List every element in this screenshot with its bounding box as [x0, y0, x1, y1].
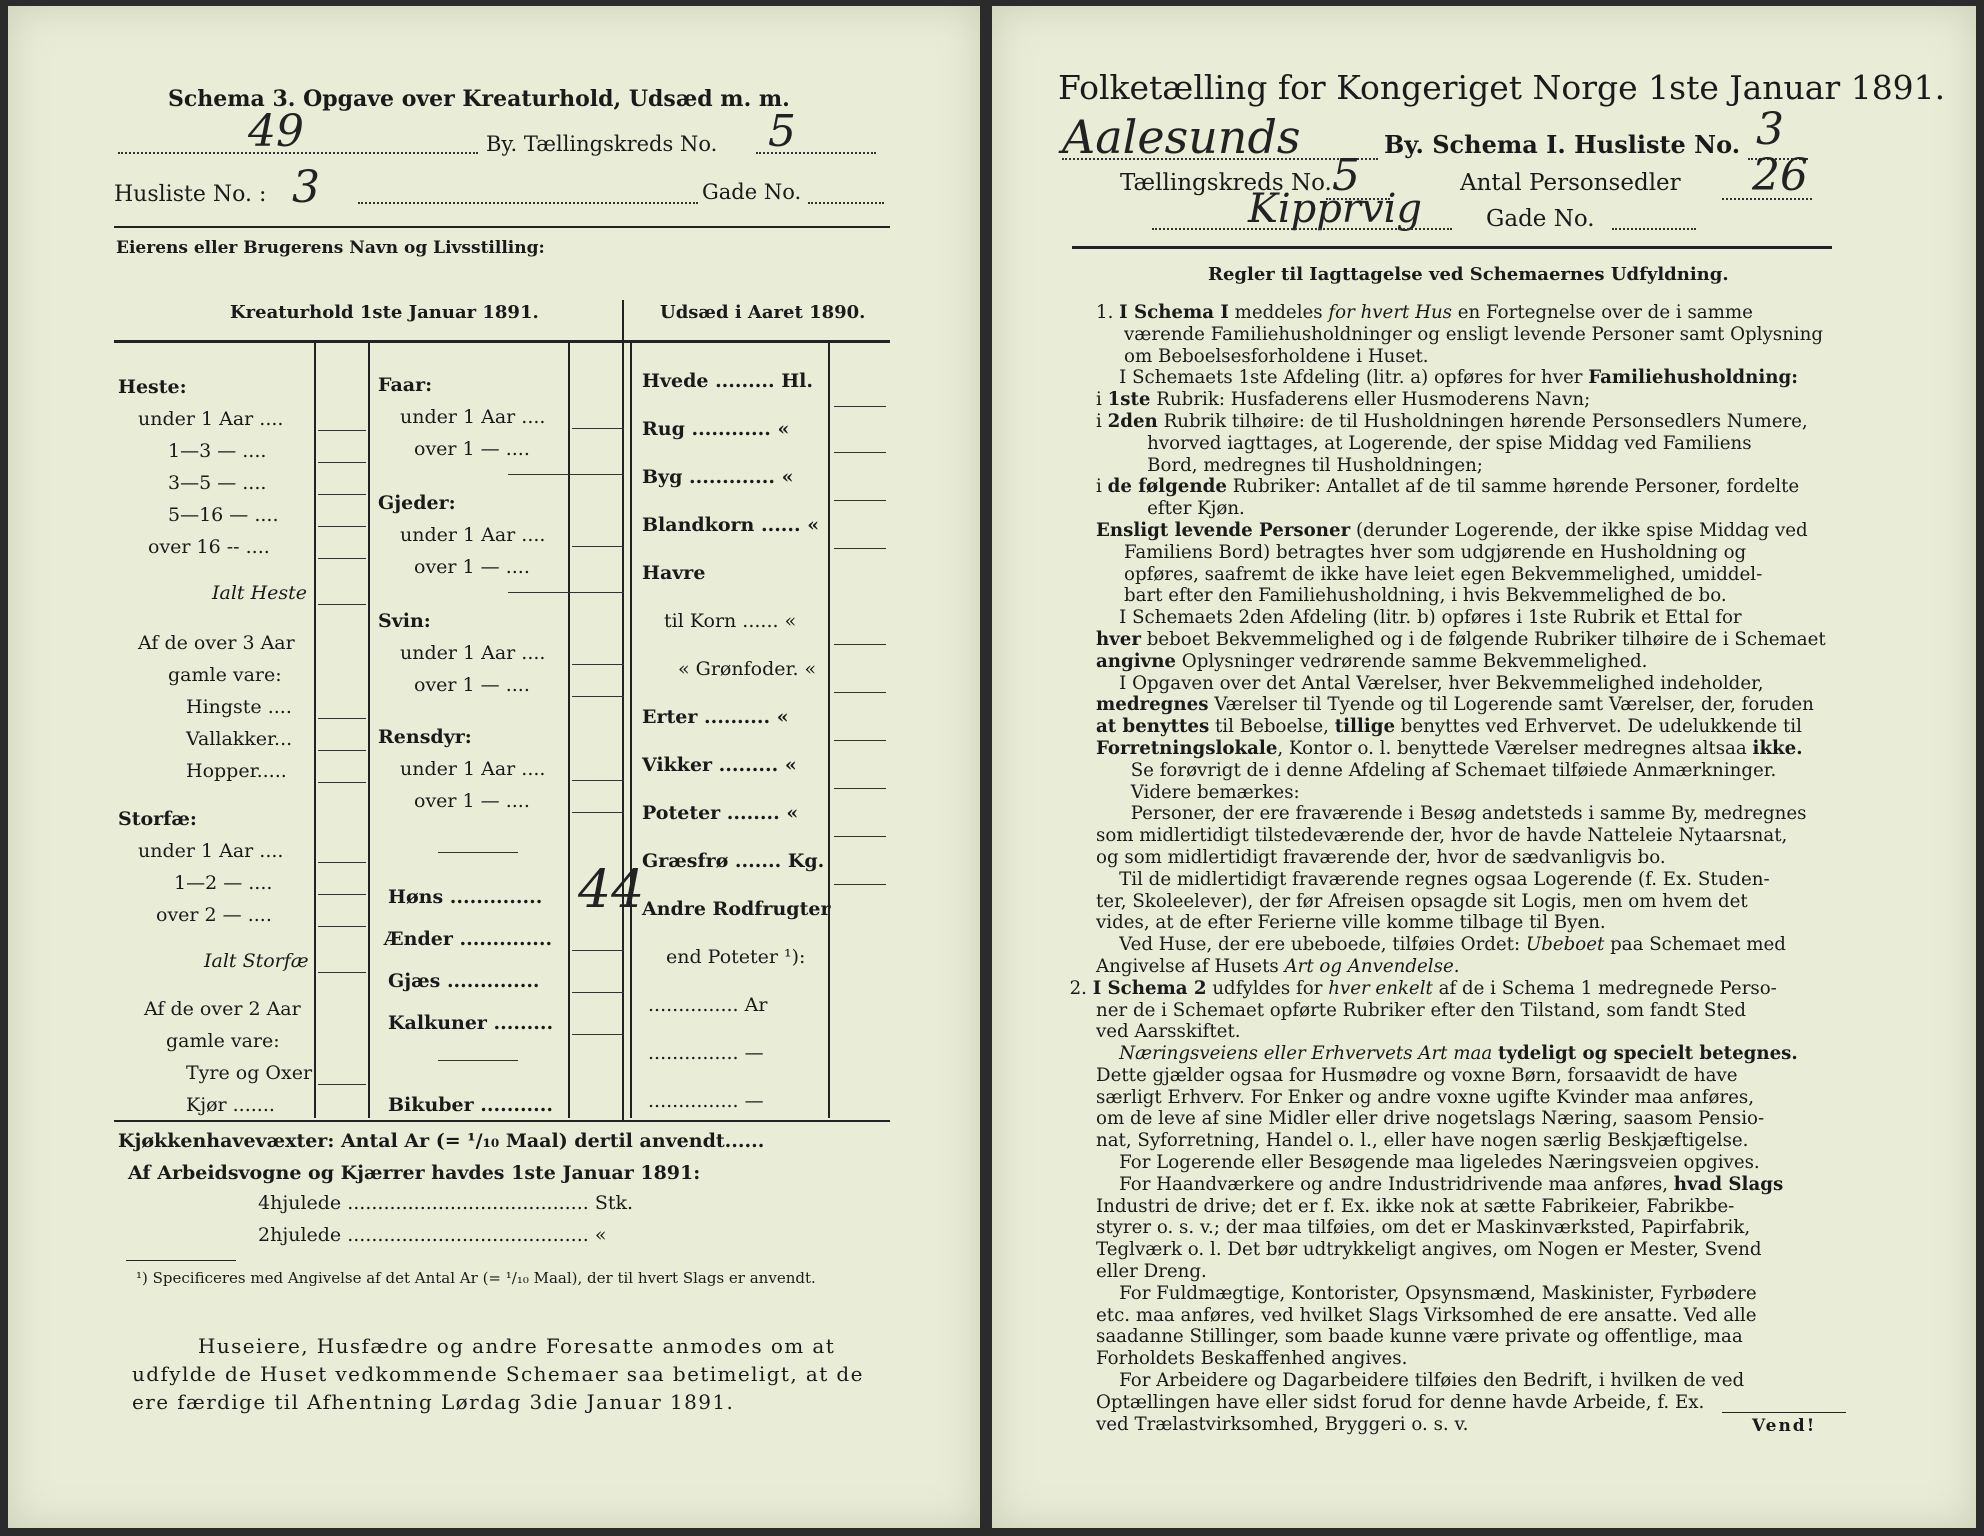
udsaed-row: Vikker ......... «: [642, 754, 797, 776]
udsaed-row: Hvede ......... Hl.: [642, 370, 813, 392]
gjaes-row: Gjæs ..............: [388, 970, 540, 992]
col1-header: Kreaturhold 1ste Januar 1891.: [230, 302, 539, 323]
heste-row: over 16 -- ....: [148, 536, 270, 558]
footnote: ¹) Specificeres med Angivelse af det Antal Ar (= ¹/₁₀ Maal), der til hvert Slags er anvendt.: [136, 1269, 816, 1287]
bikuber-row: Bikuber ...........: [388, 1094, 554, 1116]
udsaed-row: ............... Ar: [648, 994, 768, 1016]
col2-header: Udsæd i Aaret 1890.: [660, 302, 866, 323]
by-handwritten: 49: [248, 106, 304, 157]
heste-row: Af de over 3 Aar: [138, 632, 295, 654]
svin-row: over 1 — ....: [414, 674, 530, 696]
hons-row: Høns ..............: [388, 886, 543, 908]
kjokken-line: Kjøkkenhavevæxter: Antal Ar (= ¹/₁₀ Maal) dertil anvendt......: [118, 1130, 765, 1152]
right-page: [992, 6, 1976, 1528]
ialt-heste: Ialt Heste: [212, 582, 308, 604]
udsaed-row: Poteter ........ «: [642, 802, 799, 824]
city-handwritten: Aalesunds: [1062, 110, 1301, 164]
antal-handwritten: 26: [1752, 150, 1808, 201]
hons-handwritten: 44: [578, 860, 645, 920]
svin-header: Svin:: [378, 610, 431, 632]
heste-row: 5—16 — ....: [168, 504, 279, 526]
heste-row: Vallakker...: [186, 728, 293, 750]
udsaed-row: Byg ............. «: [642, 466, 794, 488]
storfae-row: over 2 — ....: [156, 904, 272, 926]
aender-row: Ænder ..............: [384, 928, 553, 950]
antal-label: Antal Personsedler: [1460, 170, 1681, 196]
faar-header: Faar:: [378, 374, 433, 396]
closing-line-3: ere færdige til Afhentning Lørdag 3die Januar 1891.: [132, 1390, 735, 1414]
storfae-row: Tyre og Oxer: [186, 1062, 313, 1084]
vend-label: Vend!: [1752, 1416, 1817, 1436]
census-title: Folketælling for Kongeriget Norge 1ste Januar 1891.: [1058, 68, 1946, 107]
regler-title: Regler til Iagttagelse ved Schemaernes Udfyldning.: [1208, 264, 1729, 285]
street-handwritten: Kipprvig: [1248, 186, 1423, 232]
hjul4-line: 4hjulede ........................................ Stk.: [258, 1192, 634, 1214]
husliste-handwritten: 3: [292, 162, 320, 213]
rensdyr-header: Rensdyr:: [378, 726, 472, 748]
rules-text: 1. I Schema I meddeles for hvert Hus en Fortegnelse over de i samme værende Familiehusholdninger og ensligt levende Personer samt Oplysning om Beboelsesforholdene i Huset. I Schemaets 1ste Afdeling (litr. a) opføres for hver Familiehusholdning: i 1ste Rubrik: Husfaderens eller Husmoderens Navn; i 2den Rubrik tilhøire: de til Husholdningen hørende Personsedlers Numere, hvorved iagttages, at Logerende, der spise Middag ved Familiens Bord, medregnes til Husholdningen; i de følgende Rubriker: Antallet af de til samme hørende Personer, fordelte efter Kjøn. Ensligt levende Personer (derunder Logerende, der ikke spise Middag ved Familiens Bord) betragtes hver som udgjørende en Husholdning og opføres, saafremt de ikke have leiet egen Bekvemmelighed, umiddel- bart efter den Familiehusholdning, i hvis Bekvemmelighed de bo. I Schemaets 2den Afdeling (litr. b) opføres i 1ste Rubrik et Ettal for hver beboet Bekvemmelighed og i de følgende Rubriker tilhøire de i Schemaet angivne Oplysninger vedrørende samme Bekvemmelighed. I Opgaven over det Antal Værelser, hver Bekvemmelighed indeholder, medregnes Værelser til Tyende og til Logerende samt Værelser, der, foruden at benyttes til Beboelse, tillige benyttes ved Erhvervet. De udelukkende til Forretningslokale, Kontor o. l. benyttede Værelser medregnes altsaa ikke. Se forøvrigt de i denne Afdeling af Schemaet tilføiede Anmærkninger. Videre bemærkes: Personer, der ere fraværende i Besøg andetsteds i samme By, medregnes som midlertidigt tilstedeværende der, hvor de havde Natteleie Nytaarsnat, og som midlertidigt fraværende der, hvor de sædvanligvis bo. Til de midlertidigt fraværende regnes ogsaa Logerende (f. Ex. Studen- ter, Skoleelever), der før Afreisen opsagde sit Logis, men om hvem det vides, at de efter Ferierne ville komme tilbage til Byen. Ved Huse, der ere ubeboede, tilføies Ordet: Ubeboet paa Schemaet med Angivelse af Husets Art og Anvendelse. 2. I Schema 2 udfyldes for hver enkelt af de i Schema 1 medregnede Perso- ner de i Schemaet opførte Rubriker efter den Tilstand, som fandt Sted ved Aarsskiftet. Næringsveiens eller Erhvervets Art maa tydeligt og specielt betegnes. Dette gjælder ogsaa for Husmødre og voxne Børn, forsaavidt de have særligt Erhverv. For Enker og andre voxne ugifte Kvinder maa anføres, om de leve af sine Midler eller drive nogetslags Næring, saasom Pensio- nat, Syforretning, Handel o. l., eller have nogen særlig Beskjæftigelse. For Logerende eller Besøgende maa ligeledes Næringsveien opgives. For Haandværkere og andre Industridrivende maa anføres, hvad Slags Industri de drive; det er f. Ex. ikke nok at sætte Fabrikeier, Fabrikbe- styrer o. s. v.; der maa tilføies, om det er Maskinværksted, Papirfabrik, Teglværk o. l. Det bør udtrykkeligt angives, om Nogen er Mester, Svend eller Dreng. For Fuldmægtige, Kontorister, Opsynsmænd, Maskinister, Fyrbødere etc. maa anføres, ved hvilket Slags Virksomhed de ere ansatte. Ved alle saadanne Stillinger, som baade kunne være private og offentlige, maa Forholdets Beskaffenhed angives. For Arbeidere og Dagarbeidere tilføies den Bedrift, i hvilken de ved Optællingen have eller sidst forud for denne havde Arbeide, f. Ex. ved Trælastvirksomhed, Bryggeri o. s. v.: [1058, 302, 1826, 1435]
storfae-row: Af de over 2 Aar: [144, 998, 301, 1020]
heste-row: 1—3 — ....: [168, 440, 267, 462]
udsaed-row: Rug ............ «: [642, 418, 790, 440]
kreds-handwritten: 5: [768, 106, 796, 157]
udsaed-row: « Grønfoder. «: [678, 658, 817, 680]
kreds-label: Tællingskreds No.: [1120, 170, 1332, 196]
udsaed-row: Havre: [642, 562, 706, 584]
storfae-row: under 1 Aar ....: [138, 840, 284, 862]
heste-header: Heste:: [118, 376, 187, 398]
udsaed-row: Blandkorn ...... «: [642, 514, 820, 536]
gade-no-label: Gade No.: [1486, 206, 1595, 232]
closing-line-1: Huseiere, Husfædre og andre Foresatte anmodes om at: [198, 1334, 836, 1358]
heste-row: Hingste ....: [186, 696, 292, 718]
faar-row: under 1 Aar ....: [400, 406, 546, 428]
gade-label: Gade No.: [702, 180, 802, 204]
heste-row: under 1 Aar ....: [138, 408, 284, 430]
udsaed-row: ............... —: [648, 1090, 764, 1112]
by-label: By. Tællingskreds No.: [486, 132, 718, 156]
heste-row: gamle vare:: [168, 664, 282, 686]
storfae-row: Kjør .......: [186, 1094, 275, 1116]
rensdyr-row: under 1 Aar ....: [400, 758, 546, 780]
udsaed-row: end Poteter ¹):: [666, 946, 806, 968]
udsaed-row: til Korn ...... «: [664, 610, 797, 632]
husliste-no-handwritten: 3: [1756, 104, 1784, 155]
svin-row: under 1 Aar ....: [400, 642, 546, 664]
hjul2-line: 2hjulede ........................................ «: [258, 1224, 607, 1246]
husliste-label: Husliste No. :: [114, 182, 267, 207]
rensdyr-row: over 1 — ....: [414, 790, 530, 812]
storfae-header: Storfæ:: [118, 808, 197, 830]
closing-line-2: udfylde de Huset vedkommende Schemaer saa betimeligt, at de: [132, 1362, 864, 1386]
udsaed-row: ............... —: [648, 1042, 764, 1064]
gjeder-row: under 1 Aar ....: [400, 524, 546, 546]
by-schema-label: By. Schema I. Husliste No.: [1384, 130, 1741, 159]
left-page: [8, 6, 980, 1528]
kalkuner-row: Kalkuner .........: [388, 1012, 554, 1034]
udsaed-row: Græsfrø ....... Kg.: [642, 850, 825, 872]
storfae-row: gamle vare:: [166, 1030, 280, 1052]
storfae-row: 1—2 — ....: [174, 872, 273, 894]
heste-row: 3—5 — ....: [168, 472, 267, 494]
udsaed-row: Andre Rodfrugter: [642, 898, 831, 920]
arbeids-line: Af Arbeidsvogne og Kjærrer havdes 1ste Januar 1891:: [128, 1162, 701, 1184]
heste-row: Hopper.....: [186, 760, 287, 782]
kreds-no-handwritten: 5: [1332, 150, 1360, 201]
faar-row: over 1 — ....: [414, 438, 530, 460]
gjeder-row: over 1 — ....: [414, 556, 530, 578]
udsaed-row: Erter .......... «: [642, 706, 789, 728]
schema-title: Schema 3. Opgave over Kreaturhold, Udsæd m. m.: [168, 86, 790, 112]
ialt-storfae: Ialt Storfæ: [204, 950, 309, 972]
gjeder-header: Gjeder:: [378, 492, 456, 514]
eier-label: Eierens eller Brugerens Navn og Livsstilling:: [116, 238, 545, 258]
